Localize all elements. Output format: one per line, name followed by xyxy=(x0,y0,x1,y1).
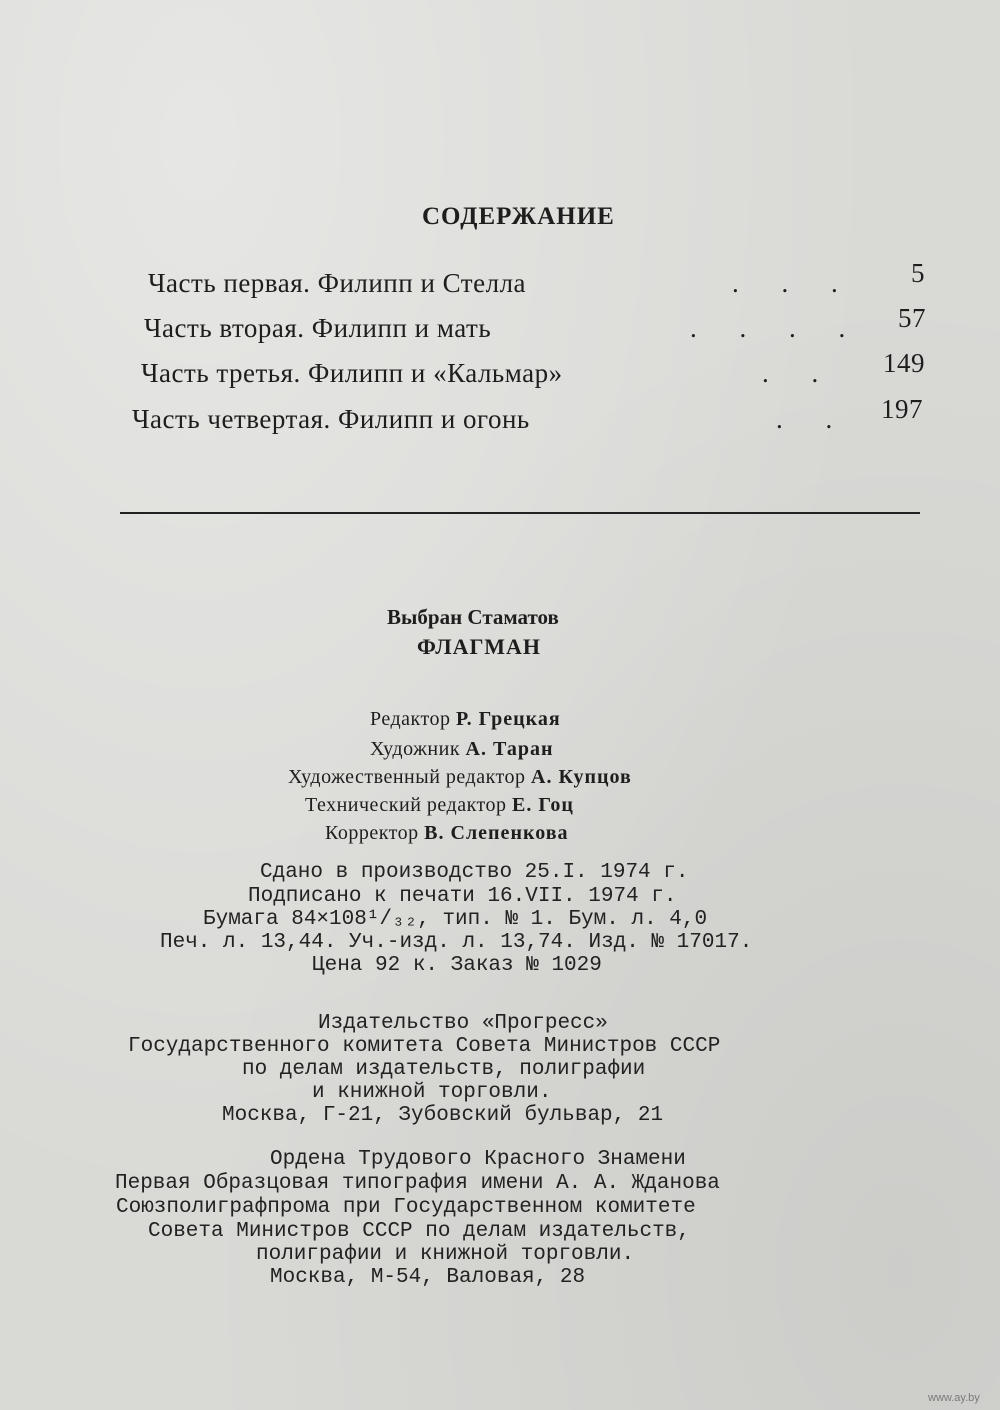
toc-entry-title: Часть вторая. Филипп и мать xyxy=(144,313,492,343)
credit-line xyxy=(325,822,569,845)
credit-line xyxy=(370,738,553,761)
toc-entry-dots: . . . . xyxy=(690,313,864,343)
production-line: Цена 92 к. Заказ № 1029 xyxy=(312,954,602,977)
credit-name: А. Таран xyxy=(465,738,554,760)
credit-name: В. Слепенкова xyxy=(424,822,569,844)
toc-entry-page: 57 xyxy=(898,303,926,333)
toc-entry-title: Часть первая. Филипп и Стелла xyxy=(148,268,527,298)
credit-name: Р. Грецкая xyxy=(455,708,561,730)
production-line: Подписано к печати 16.VII. 1974 г. xyxy=(248,885,677,908)
toc-entry-dots: . . xyxy=(762,358,837,388)
watermark: www.ay.by xyxy=(928,1392,980,1404)
credit-line xyxy=(370,708,561,731)
printer-line: Совета Министров СССР по делам издательств, xyxy=(148,1220,690,1243)
printer-line: полиграфии и книжной торговли. xyxy=(256,1243,635,1266)
book-title: ФЛАГМАН xyxy=(417,634,541,659)
publisher-line: Москва, Г-21, Зубовский бульвар, 21 xyxy=(222,1104,664,1127)
toc-entry-dots: . . . xyxy=(732,268,856,298)
toc-entry-page: 197 xyxy=(881,394,923,424)
toc-entry-title: Часть третья. Филипп и «Кальмар» xyxy=(141,358,563,388)
printer-line: Москва, М-54, Валовая, 28 xyxy=(270,1266,586,1289)
credit-role: Корректор xyxy=(325,822,419,844)
credit-role: Редактор xyxy=(370,708,451,730)
publisher-line: Государственного комитета Совета Министров СССР xyxy=(128,1035,721,1058)
credit-role: Художник xyxy=(370,738,461,760)
production-line: Сдано в производство 25.I. 1974 г. xyxy=(260,861,689,884)
production-line: Бумага 84×108¹/₃₂, тип. № 1. Бум. л. 4,0 xyxy=(203,908,708,931)
credit-line xyxy=(288,766,632,789)
credit-line xyxy=(305,794,574,817)
toc-entry-title: Часть четвертая. Филипп и огонь xyxy=(132,404,530,434)
toc-entry-page: 149 xyxy=(883,348,925,378)
credit-role: Художественный редактор xyxy=(288,766,526,788)
publisher-line: Издательство «Прогресс» xyxy=(318,1012,608,1035)
toc-entry-page: 5 xyxy=(911,258,925,288)
divider-rule xyxy=(120,512,920,514)
publisher-line: и книжной торговли. xyxy=(312,1081,552,1104)
printer-line: Ордена Трудового Красного Знамени xyxy=(270,1148,686,1171)
credit-name: А. Купцов xyxy=(531,766,632,788)
toc-entry-dots: . . xyxy=(776,404,851,434)
credit-role: Технический редактор xyxy=(305,794,507,816)
printer-line: Первая Образцовая типография имени А. А. Жданова xyxy=(115,1172,720,1195)
book-author: Выбран Стаматов xyxy=(387,605,559,629)
printer-line: Союзполиграфпрома при Государственном комитете xyxy=(116,1196,696,1219)
toc-heading: СОДЕРЖАНИЕ xyxy=(422,203,615,230)
publisher-line: по делам издательств, полиграфии xyxy=(242,1058,646,1081)
production-line: Печ. л. 13,44. Уч.-изд. л. 13,74. Изд. № 17017. xyxy=(160,931,753,954)
credit-name: Е. Гоц xyxy=(512,794,574,816)
